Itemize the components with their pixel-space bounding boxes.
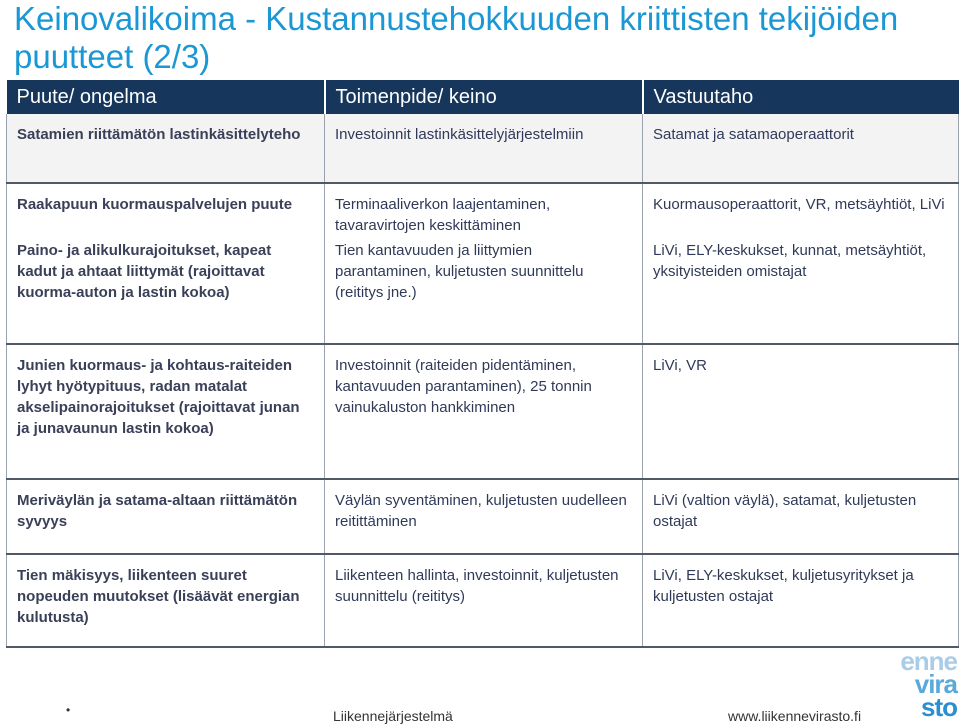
problem-cell: Junien kuormaus- ja kohtaus-raiteiden lyhyt hyötypituus, radan matalat akselipainorajoitukset (rajoittavat junan ja junavaunun lastin kokoa) bbox=[7, 344, 325, 479]
responsible-cell: Satamat ja satamaoperaattorit bbox=[643, 114, 959, 183]
measure-cell: Liikenteen hallinta, investoinnit, kuljetusten suunnittelu (reititys) bbox=[325, 554, 643, 647]
logo-line-1: enne bbox=[900, 646, 957, 676]
table-row bbox=[7, 344, 959, 479]
page-title: Keinovalikoima - Kustannustehokkuuden kriittisten tekijöiden puutteet (2/3) bbox=[14, 0, 899, 75]
logo-line-2: vira bbox=[914, 669, 957, 699]
problem-cell: Meriväylän ja satama-altaan riittämätön syvyys bbox=[7, 479, 325, 554]
column-header-measure: Toimenpide/ keino bbox=[325, 80, 643, 114]
table-header-row bbox=[7, 80, 959, 114]
problem-cell: Satamien riittämätön lastinkäsittelyteho bbox=[7, 114, 325, 183]
problem-cell: Tien mäkisyys, liikenteen suuret nopeuden muutokset (lisäävät energian kulutusta) bbox=[7, 554, 325, 647]
measure-cell: Terminaaliverkon laajentaminen, tavaravirtojen keskittäminen bbox=[325, 183, 643, 236]
footer-bullet: • bbox=[66, 703, 71, 717]
table-row bbox=[7, 114, 959, 183]
measure-cell: Investoinnit (raiteiden pidentäminen, kantavuuden parantaminen), 25 tonnin vainukaluston hankkiminen bbox=[325, 344, 643, 479]
responsible-cell: Kuormausoperaattorit, VR, metsäyhtiöt, LiVi bbox=[643, 183, 959, 236]
liikennevirasto-logo bbox=[895, 646, 957, 727]
responsible-cell: LiVi, ELY-keskukset, kunnat, metsäyhtiöt, yksityisteiden omistajat bbox=[643, 236, 959, 344]
responsible-cell: LiVi, ELY-keskukset, kuljetusyritykset ja kuljetusten ostajat bbox=[643, 554, 959, 647]
column-header-responsible: Vastuutaho bbox=[643, 80, 959, 114]
measures-table bbox=[6, 80, 959, 648]
problem-cell: Paino- ja alikulkurajoitukset, kapeat kadut ja ahtaat liittymät (rajoittavat kuorma-auton ja lastin kokoa) bbox=[7, 236, 325, 344]
table-row bbox=[7, 479, 959, 554]
measure-cell: Tien kantavuuden ja liittymien parantaminen, kuljetusten suunnittelu (reititys jne.) bbox=[325, 236, 643, 344]
logo-line-3: sto bbox=[921, 692, 957, 722]
table-row bbox=[7, 236, 959, 344]
measure-cell: Väylän syventäminen, kuljetusten uudelleen reitittäminen bbox=[325, 479, 643, 554]
column-header-problem: Puute/ ongelma bbox=[7, 80, 325, 114]
measure-cell: Investoinnit lastinkäsittelyjärjestelmiin bbox=[325, 114, 643, 183]
responsible-cell: LiVi (valtion väylä), satamat, kuljetusten ostajat bbox=[643, 479, 959, 554]
footer-section-name: Liikennejärjestelmä bbox=[333, 708, 453, 724]
responsible-cell: LiVi, VR bbox=[643, 344, 959, 479]
table-row bbox=[7, 183, 959, 236]
table-row bbox=[7, 554, 959, 647]
footer-url[interactable]: www.liikennevirasto.fi bbox=[728, 708, 862, 724]
problem-cell: Raakapuun kuormauspalvelujen puute bbox=[7, 183, 325, 236]
